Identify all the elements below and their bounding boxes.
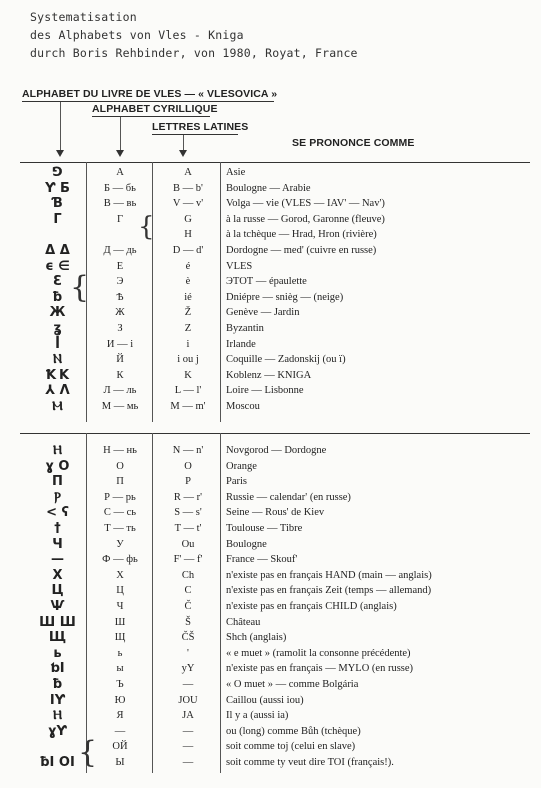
latin-letter: O [184,460,192,472]
vles-glyph: Ⲏ [52,708,63,724]
header-latin-underline [152,134,238,135]
typed-title-line-2: des Alphabets von Vles - Kniga [30,28,244,42]
latin-letter: JA [182,710,194,722]
vles-glyph: Π [52,474,63,490]
cyrillic-letter: Ч [116,601,124,612]
vles-glyph: Ƴ Б [45,180,70,196]
vles-glyph: ϵ ∈ [45,258,70,274]
latin-letter: Č [184,601,192,612]
pronunciation: Dordogne — med' (cuivre en russe) [226,245,377,256]
pronunciation: Coquille — Zadonskij (ou ï) [226,354,346,366]
pronunciation: n'existe pas en français HAND (main — anglais) [226,569,432,581]
latin-letter: ČŠ [181,632,195,644]
vles-glyph: ь [53,645,62,661]
pronunciation: n'existe pas en français — MYLO (en russe) [226,663,414,675]
pronunciation: n'existe pas en français Zeit (temps — allemand) [226,585,432,597]
pointer-line-cyrillic [120,117,121,152]
latin-letter: é [185,260,191,272]
cyrillic-letter: В — вь [103,198,137,210]
cyrillic-letter: Ж [115,307,125,319]
vles-glyph: — [51,552,64,568]
cyrillic-letter: Х [116,569,124,581]
pronunciation: Novgorod — Dordogne [226,445,327,456]
table-row [0,723,541,742]
typed-title-line-3: durch Boris Rehbinder, von 1980, Royat, France [30,46,358,60]
vles-glyph: ɣƳ [48,723,67,739]
latin-letter: S — s' [174,507,202,519]
cyrillic-letter: Н — нь [103,445,137,456]
arrow-cyrillic [116,150,124,157]
cyrillic-letter: ОЙ [112,741,128,753]
latin-letter: V — v' [172,198,204,210]
latin-letter: Ch [181,569,195,581]
vles-glyph: Ч [52,536,63,552]
vles-glyph: Щ [48,630,67,646]
cyrillic-letter: Б — бь [104,182,136,194]
brace-g-h: { [138,212,155,242]
cyrillic-letter: С — сь [103,507,137,519]
vles-glyph: Ⲣ [54,489,61,505]
latin-letter: B — b' [173,182,203,194]
table-row [0,211,541,230]
cyrillic-letter: Д — дь [103,245,137,256]
cyrillic-letter: — [114,725,126,737]
vles-glyph: Ɛ [52,274,63,290]
brace-e: { [70,270,90,305]
pronunciation: n'existe pas en français CHILD (anglais) [226,601,397,612]
header-pronounce: SE PRONONCE COMME [292,137,415,149]
pronunciation: VLES [226,260,253,272]
latin-letter: è [185,276,191,288]
latin-letter: C [184,585,192,597]
latin-letter: yY [181,663,195,675]
cyrillic-letter: ы [116,663,124,675]
pronunciation: Volga — vie (VLES — IAV' — Nav') [226,198,385,210]
cyrillic-letter: М — мь [101,401,139,412]
cyrillic-letter: З [117,323,123,334]
table-top-rule [20,162,530,163]
pronunciation: Dniépre — snièg — (neige) [226,291,344,303]
pronunciation: Paris [226,476,247,488]
latin-letter: Z [184,323,192,334]
pronunciation: Boulogne — Arabie [226,182,311,194]
vles-glyph: Ц [51,583,64,599]
latin-letter: N — n' [172,445,204,456]
latin-letter: R — r' [173,491,203,503]
table-mid-rule [20,433,530,434]
cyrillic-letter: Е [116,260,124,272]
pronunciation: « e muet » (ramolit la consonne précédente) [226,647,411,659]
vles-glyph: ƀI OI [40,755,75,770]
arrow-vles [56,150,64,157]
pronunciation: Loire — Lisbonne [226,385,304,397]
typed-title-line-1: Systematisation [30,10,137,24]
vles-glyph: IƳ [49,692,66,708]
pronunciation: Irlande [226,338,256,350]
cyrillic-letter: Й [116,354,124,366]
vles-glyph: X [52,567,63,583]
vles-glyph: ɣ O [45,458,70,474]
pronunciation: à la russe — Gorod, Garonne (fleuve) [226,213,385,225]
cyrillic-letter: Л — ль [103,385,137,397]
cyrillic-letter: К [116,369,124,381]
cyrillic-letter: Э [116,276,124,288]
cyrillic-letter: Ф — фь [102,554,138,566]
latin-letter: H [184,229,192,241]
vles-glyph: Ɓ [52,196,63,212]
pronunciation: soit comme toj (celui en slave) [226,741,356,753]
cyrillic-letter: П [116,476,124,488]
cyrillic-letter: Ю [114,694,126,706]
vles-glyph: Ⲛ [52,352,63,368]
vles-glyph: ꓨ [52,165,63,180]
vles-glyph: Ш Ш [39,614,76,630]
brace-oj-y: { [78,735,98,770]
header-cyrillic-alphabet: ALPHABET CYRILLIQUE [92,103,218,115]
latin-letter: — [182,725,194,737]
pronunciation: soit comme ty veut dire TOI (français!). [226,757,394,768]
pronunciation: Il y a (aussi ia) [226,710,289,722]
pronunciation: Shch (anglais) [226,632,287,644]
cyrillic-letter: Р — рь [104,491,136,503]
latin-letter: G [184,213,192,225]
latin-letter: i [186,338,190,350]
pronunciation: Genève — Jardin [226,307,300,319]
cyrillic-letter: Щ [114,632,126,644]
pointer-line-vles [60,102,61,152]
vles-glyph: ƅI [50,661,65,677]
vles-glyph: ƀ [52,677,63,692]
vles-glyph: ƀ [52,289,63,305]
pronunciation: Seine — Rous' de Kiev [226,507,325,519]
pronunciation: ЭТОТ — épaulette [226,276,307,288]
vles-glyph: ʓ [53,321,62,336]
header-vles-alphabet: ALPHABET DU LIVRE DE VLES — « VLESOVICA » [22,88,278,100]
vles-glyph: ꟾ [55,336,60,352]
pronunciation: ou (long) comme Bůh (tchèque) [226,725,361,737]
latin-letter: JOU [178,694,198,706]
pronunciation: Koblenz — KNIGA [226,369,312,381]
pronunciation: Moscou [226,401,260,412]
latin-letter: L — l' [174,385,202,397]
cyrillic-letter: У [116,538,124,550]
latin-letter: — [182,679,194,690]
vles-glyph: ⅄ Λ [45,383,70,399]
table-row [0,757,541,773]
pronunciation: Toulouse — Tibre [226,523,303,534]
latin-letter: M — m' [170,401,206,412]
latin-letter: D — d' [172,245,204,256]
vles-glyph: Δ Δ [45,243,70,258]
cyrillic-letter: Ъ [116,679,124,690]
latin-letter: T — t' [174,523,202,534]
cyrillic-letter: О [116,460,124,472]
latin-letter: K [184,369,192,381]
latin-letter: — [182,757,194,768]
vles-glyph: Γ [53,211,62,227]
latin-letter: — [182,741,194,753]
cyrillic-letter: ь [117,647,123,659]
latin-letter: Ou [181,538,195,550]
cyrillic-letter: Ѣ [116,291,124,303]
cyrillic-letter: А [116,167,124,178]
cyrillic-letter: Ц [116,585,124,597]
vles-glyph: Ⲏ [52,443,63,458]
latin-letter: P [185,476,191,488]
cyrillic-letter: И — i [106,338,134,350]
vles-glyph: < ʕ [46,505,69,521]
cyrillic-letter: Ш [114,616,126,628]
cyrillic-letter: Ы [115,757,125,768]
table-row [0,401,541,417]
vles-glyph: Ⲙ [52,399,63,414]
pronunciation: Château [226,616,261,628]
pronunciation: Asie [226,167,246,178]
vles-glyph: Ѱ [50,599,65,614]
pronunciation: Russie — calendar' (en russe) [226,491,351,503]
pronunciation: Boulogne [226,538,267,550]
vles-glyph: † [54,521,61,536]
latin-letter: i ou j [177,354,199,366]
pronunciation: France — Skouf' [226,554,298,566]
vles-glyph: Ж [49,305,66,321]
pronunciation: « O muet » — comme Bolgária [226,679,359,690]
pronunciation: à la tchèque — Hrad, Hron (rivière) [226,229,377,241]
header-cyrillic-underline [92,116,210,117]
pronunciation: Caillou (aussi iou) [226,694,304,706]
cyrillic-letter: Г [116,213,124,225]
latin-letter: Š [185,616,191,628]
latin-letter: A [184,167,192,178]
latin-letter: ié [184,291,192,303]
vles-glyph: Ꝁ K [45,367,70,383]
cyrillic-letter: Я [116,710,124,722]
pronunciation: Byzantin [226,323,264,334]
cyrillic-letter: Т — ть [104,523,136,534]
pronunciation: Orange [226,460,257,472]
header-latin-letters: LETTRES LATINES [152,121,249,133]
arrow-latin [179,150,187,157]
latin-letter: ' [187,647,189,659]
latin-letter: F' — f' [173,554,203,566]
latin-letter: Ž [184,307,192,319]
